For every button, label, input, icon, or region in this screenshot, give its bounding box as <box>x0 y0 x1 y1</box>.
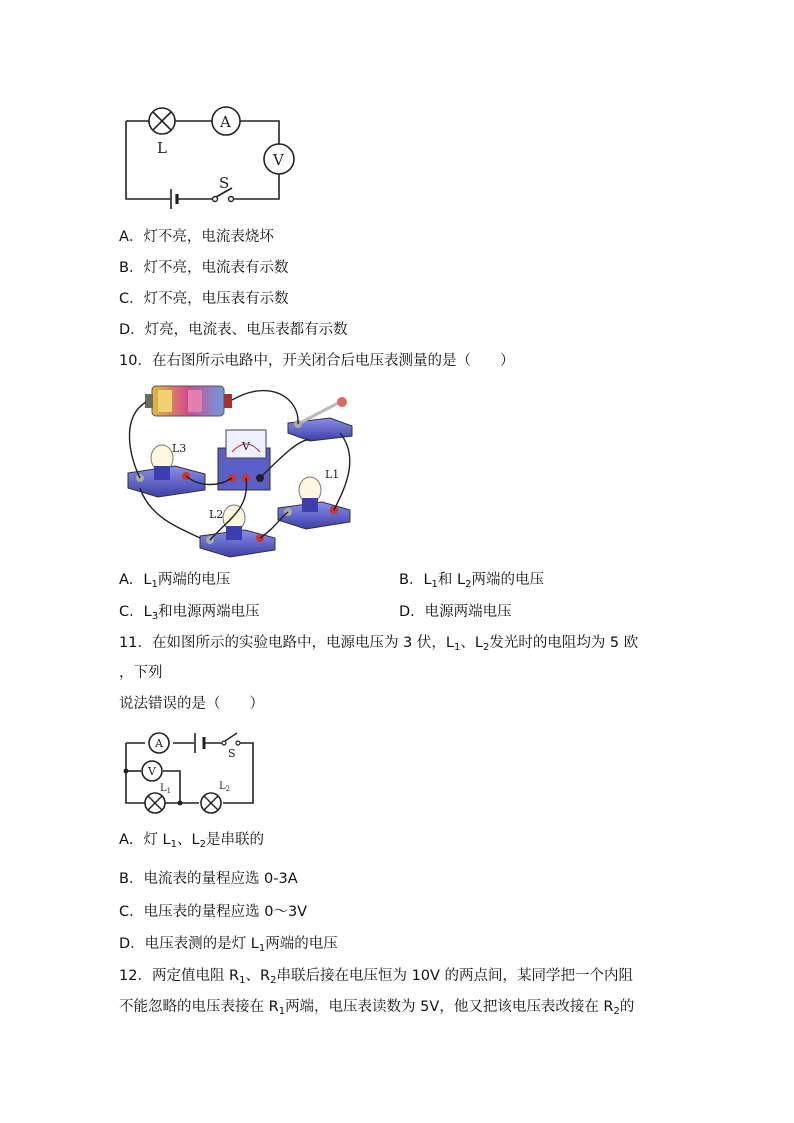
ammeter-label: A <box>220 113 231 131</box>
voltmeter-label: V <box>273 151 284 169</box>
switch-contact <box>229 197 234 202</box>
q11-option-d: D．电压表测的是灯 $L_1$两端的电压 <box>119 936 338 954</box>
lamp-l2-symbol <box>201 793 221 813</box>
q9-option-b: B．灯不亮，电流表有示数 <box>119 260 289 276</box>
battery-pack <box>145 386 232 416</box>
q10-option-c: C．$L_3$和电源两端电压 <box>119 604 260 622</box>
q10-stem: 10．在右图所示电路中，开关闭合后电压表测量的是（ ） <box>119 353 515 369</box>
lamp-label: L <box>157 139 167 157</box>
circuit-diagram-q9 <box>0 0 794 220</box>
switch-blade <box>225 733 237 741</box>
q12-line2: 不能忽略的电压表接在 $R_1$两端，电压表读数为 5V，他又把该电压表改接在 $R_2$的 <box>119 999 635 1017</box>
q9-option-a: A．灯不亮，电流表烧坏 <box>119 229 274 245</box>
lamp-l2-label: $L_2$ <box>219 781 231 793</box>
circuit-diagram-q11 <box>0 725 794 825</box>
voltmeter-label: V <box>148 765 156 778</box>
junction-dot <box>124 769 129 774</box>
switch-label: S <box>219 174 230 192</box>
q9-option-d: D．灯亮，电流表、电压表都有示数 <box>119 322 348 338</box>
junction-dot <box>178 801 183 806</box>
q10-option-b: B．$L_1$和 $L_2$两端的电压 <box>399 572 544 590</box>
q11-option-c: C．电压表的量程应选 0～3V <box>119 904 308 920</box>
q10-option-a: A．$L_1$两端的电压 <box>119 572 231 590</box>
circuit-photo-q10 <box>0 378 794 578</box>
ammeter-label: A <box>155 737 163 750</box>
q11-stem-line3: 说法错误的是（ ） <box>119 696 264 712</box>
switch-contact <box>222 741 226 745</box>
lamp-l1-symbol <box>145 793 165 813</box>
lamp-l1-label: $L_1$ <box>160 783 172 795</box>
q11-option-b: B．电流表的量程应选 0-3A <box>119 871 298 887</box>
switch-contact <box>236 741 240 745</box>
voltmeter-device-label: V <box>242 440 250 453</box>
lamp-l1-label: L1 <box>325 468 340 481</box>
lamp-l2-label: L2 <box>209 508 224 521</box>
lamp-l1-device <box>278 477 350 529</box>
q12-line1: 12．两定值电阻 $R_1$、$R_2$串联后接在电压恒为 10V 的两点间，某同学把一个内阻 <box>119 968 634 986</box>
switch-label: S <box>228 747 236 760</box>
lamp-l3-label: L3 <box>172 442 187 455</box>
lamp-l3-device <box>128 445 205 497</box>
q11-stem-line1: 11．在如图所示的实验电路中，电源电压为 3 伏，$L_1$、$L_2$发光时的电阻均为 5 欧 <box>119 635 639 653</box>
lamp-symbol <box>149 108 175 134</box>
q11-option-a: A．灯 $L_1$、$L_2$是串联的 <box>119 832 264 850</box>
q9-option-c: C．灯不亮，电压表有示数 <box>119 291 289 307</box>
q10-option-d: D．电源两端电压 <box>399 604 512 620</box>
q11-stem-line2: ，下列 <box>119 665 163 681</box>
